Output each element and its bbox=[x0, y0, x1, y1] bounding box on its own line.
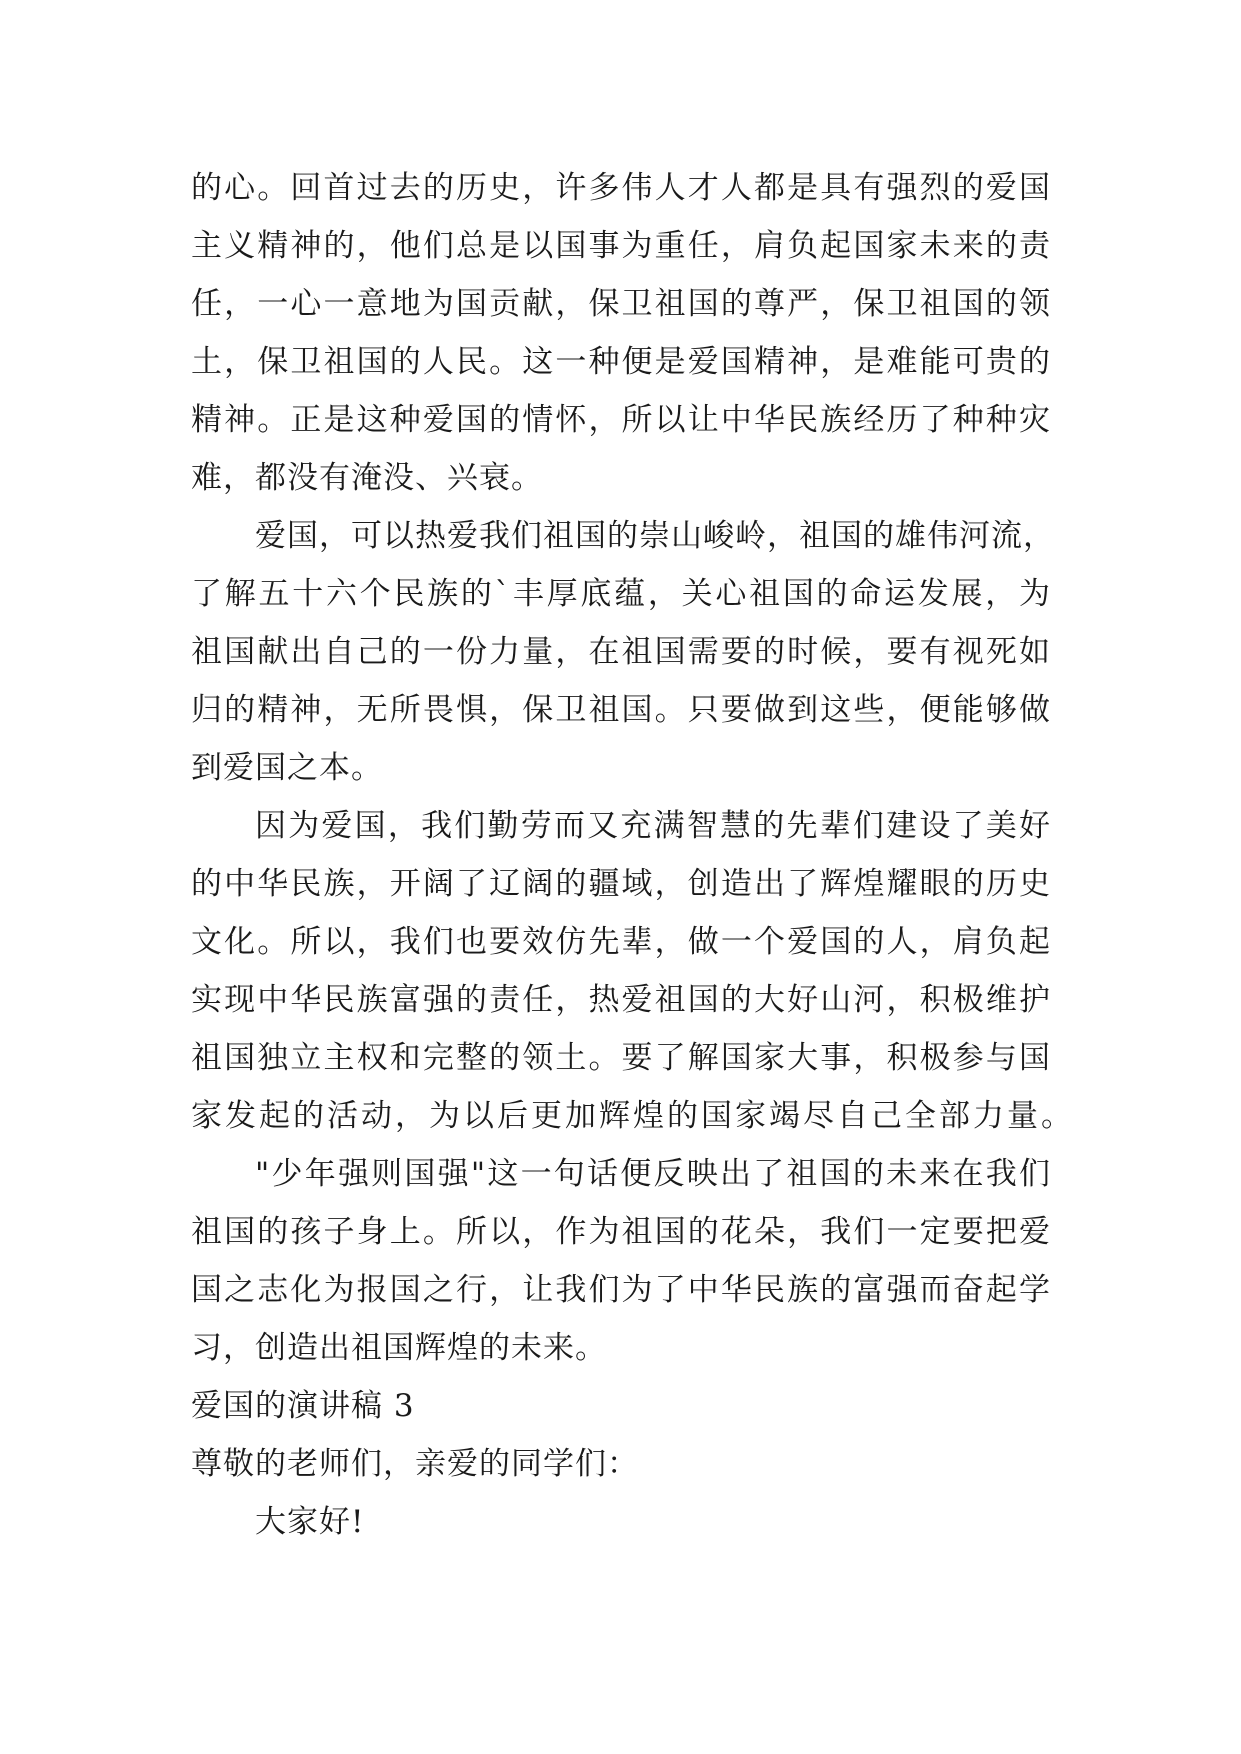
paragraph-4-line-3: 国之志化为报国之行，让我们为了中华民族的富强而奋起学 bbox=[191, 1272, 1051, 1308]
paragraph-3-line-4: 实现中华民族富强的责任，热爱祖国的大好山河，积极维护 bbox=[191, 982, 1051, 1018]
paragraph-1-line-6: 难，都没有淹没、兴衰。 bbox=[191, 460, 543, 496]
paragraph-2-line-5: 到爱国之本。 bbox=[191, 750, 383, 786]
greeting: 大家好! bbox=[255, 1504, 365, 1540]
paragraph-1-line-1: 的心。回首过去的历史，许多伟人才人都是具有强烈的爱国 bbox=[191, 170, 1051, 206]
paragraph-4-line-2: 祖国的孩子身上。所以，作为祖国的花朵，我们一定要把爱 bbox=[191, 1214, 1051, 1250]
paragraph-4-line-1: "少年强则国强"这一句话便反映出了祖国的未来在我们 bbox=[255, 1156, 1051, 1192]
paragraph-3-line-3: 文化。所以，我们也要效仿先辈，做一个爱国的人，肩负起 bbox=[191, 924, 1051, 960]
paragraph-2-line-1: 爱国，可以热爱我们祖国的崇山峻岭，祖国的雄伟河流， bbox=[255, 518, 1055, 554]
salutation: 尊敬的老师们，亲爱的同学们： bbox=[191, 1446, 639, 1482]
paragraph-1-line-3: 任，一心一意地为国贡献，保卫祖国的尊严，保卫祖国的领 bbox=[191, 286, 1051, 322]
paragraph-3-line-5: 祖国独立主权和完整的领土。要了解国家大事，积极参与国 bbox=[191, 1040, 1051, 1076]
paragraph-1-line-4: 土，保卫祖国的人民。这一种便是爱国精神，是难能可贵的 bbox=[191, 344, 1051, 380]
paragraph-1-line-2: 主义精神的，他们总是以国事为重任，肩负起国家未来的责 bbox=[191, 228, 1051, 264]
paragraph-3-line-1: 因为爱国，我们勤劳而又充满智慧的先辈们建设了美好 bbox=[255, 808, 1051, 844]
paragraph-1-line-5: 精神。正是这种爱国的情怀，所以让中华民族经历了种种灾 bbox=[191, 402, 1051, 438]
paragraph-2-line-3: 祖国献出自己的一份力量，在祖国需要的时候，要有视死如 bbox=[191, 634, 1051, 670]
paragraph-4-line-4: 习，创造出祖国辉煌的未来。 bbox=[191, 1330, 607, 1366]
paragraph-2-line-4: 归的精神，无所畏惧，保卫祖国。只要做到这些，便能够做 bbox=[191, 692, 1051, 728]
paragraph-3-line-6: 家发起的活动，为以后更加辉煌的国家竭尽自己全部力量。 bbox=[191, 1098, 1073, 1134]
paragraph-2-line-2: 了解五十六个民族的`丰厚底蕴，关心祖国的命运发展，为 bbox=[191, 576, 1051, 612]
section-title: 爱国的演讲稿 3 bbox=[191, 1388, 415, 1424]
paragraph-3-line-2: 的中华民族，开阔了辽阔的疆域，创造出了辉煌耀眼的历史 bbox=[191, 866, 1051, 902]
